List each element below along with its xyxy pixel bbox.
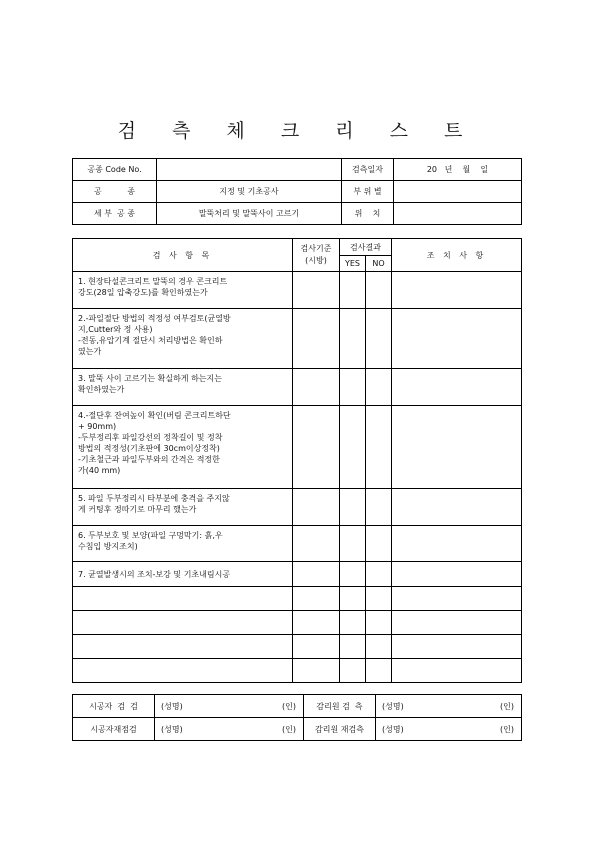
table-row <box>73 272 522 309</box>
action-header: 조 치 사 항 <box>392 239 522 272</box>
signature-table <box>72 694 522 741</box>
header-row-code <box>73 159 522 181</box>
seal-placeholder: (인) <box>282 725 296 734</box>
table-row <box>73 369 522 406</box>
date-value-field[interactable]: 20 년 월 일 <box>394 159 522 181</box>
no-cell[interactable] <box>366 587 392 611</box>
name-placeholder: (성명) <box>161 725 183 734</box>
signature-row-check <box>73 695 522 718</box>
name-placeholder: (성명) <box>161 702 183 711</box>
standard-cell[interactable] <box>293 587 340 611</box>
location-value-field[interactable] <box>394 181 522 203</box>
location-label: 부 위 별 <box>342 181 394 203</box>
items-header: 검 사 항 목 <box>73 239 293 272</box>
yes-cell[interactable] <box>340 635 366 659</box>
action-cell[interactable] <box>392 309 522 369</box>
contractor-recheck-signature-field[interactable] <box>155 718 304 741</box>
check-item-6: 6. 두부보호 및 보양(파일 구멍막기: 흙,우 수침입 방지조치) <box>73 526 293 562</box>
signature-row-recheck <box>73 718 522 741</box>
code-label: 공종 Code No. <box>73 159 157 181</box>
check-item-1: 1. 현장타설콘크리트 말뚝의 경우 콘크리트 강도(28일 압축강도)를 확인하였는가 <box>73 272 293 309</box>
date-label: 검측일자 <box>342 159 394 181</box>
supervisor-recheck-label: 감리원 재검측 <box>304 718 376 741</box>
table-row <box>73 406 522 489</box>
blank-item-cell[interactable] <box>73 587 293 611</box>
table-row <box>73 526 522 562</box>
name-placeholder: (성명) <box>382 702 404 711</box>
supervisor-signature-field[interactable] <box>376 695 522 718</box>
position-label: 위 치 <box>342 203 394 225</box>
check-item-4: 4.-절단후 잔여높이 확인(버림 콘크리트하단 + 90mm) -두부정리후 파일강선의 정착길이 및 정착 방법의 적정성(기초판에 30cm이상정착) -기초철근과 파일두부와의 간격은 적정한 가(40 mm) <box>73 406 293 489</box>
yes-cell[interactable] <box>340 526 366 562</box>
standard-cell[interactable] <box>293 611 340 635</box>
supervisor-recheck-signature-field[interactable] <box>376 718 522 741</box>
action-cell[interactable] <box>392 587 522 611</box>
action-cell[interactable] <box>392 406 522 489</box>
name-placeholder: (성명) <box>382 725 404 734</box>
blank-item-cell[interactable] <box>73 611 293 635</box>
no-cell[interactable] <box>366 406 392 489</box>
table-row <box>73 587 522 611</box>
no-cell[interactable] <box>366 562 392 587</box>
standard-cell[interactable] <box>293 635 340 659</box>
yes-cell[interactable] <box>340 659 366 683</box>
no-cell[interactable] <box>366 489 392 526</box>
no-cell[interactable] <box>366 635 392 659</box>
no-cell[interactable] <box>366 526 392 562</box>
no-header: NO <box>366 256 392 272</box>
action-cell[interactable] <box>392 659 522 683</box>
action-cell[interactable] <box>392 526 522 562</box>
action-cell[interactable] <box>392 272 522 309</box>
check-item-7: 7. 균열발생시의 조치-보강 및 기초내림시공 <box>73 562 293 587</box>
contractor-recheck-label: 시공자재점검 <box>73 718 155 741</box>
check-item-2: 2.-파일절단 방법의 적정성 여부검토(균열방 지,Cutter와 정 사용) -전동,유압기계 절단시 처리방법은 확인하 였는가 <box>73 309 293 369</box>
yes-cell[interactable] <box>340 489 366 526</box>
header-row-trade <box>73 181 522 203</box>
blank-item-cell[interactable] <box>73 635 293 659</box>
no-cell[interactable] <box>366 659 392 683</box>
table-row <box>73 635 522 659</box>
no-cell[interactable] <box>366 272 392 309</box>
standard-cell[interactable] <box>293 272 340 309</box>
page-title: 검 측 체 크 리 스 트 <box>117 120 478 142</box>
subtrade-label: 세 부 공 종 <box>73 203 157 225</box>
header-row-subtrade <box>73 203 522 225</box>
code-value-field[interactable] <box>157 159 342 181</box>
supervisor-check-label: 감리원 검 측 <box>304 695 376 718</box>
seal-placeholder: (인) <box>282 702 296 711</box>
contractor-check-label: 시공자 검 검 <box>73 695 155 718</box>
trade-label: 공 종 <box>73 181 157 203</box>
table-row <box>73 611 522 635</box>
action-cell[interactable] <box>392 611 522 635</box>
table-row <box>73 659 522 683</box>
no-cell[interactable] <box>366 309 392 369</box>
standard-cell[interactable] <box>293 526 340 562</box>
result-header: 검사결과 <box>340 239 392 256</box>
yes-cell[interactable] <box>340 562 366 587</box>
standard-cell[interactable] <box>293 489 340 526</box>
action-cell[interactable] <box>392 369 522 406</box>
table-row <box>73 489 522 526</box>
contractor-signature-field[interactable] <box>155 695 304 718</box>
standard-cell[interactable] <box>293 406 340 489</box>
no-cell[interactable] <box>366 611 392 635</box>
standard-header: 검사기준 (시방) <box>293 239 340 272</box>
yes-cell[interactable] <box>340 406 366 489</box>
table-row <box>73 309 522 369</box>
check-item-5: 5. 파일 두부정리시 타부분에 충격을 주지않 게 커팅후 정따기로 마무리 했는가 <box>73 489 293 526</box>
checklist-table <box>72 238 522 683</box>
yes-header: YES <box>340 256 366 272</box>
action-cell[interactable] <box>392 635 522 659</box>
no-cell[interactable] <box>366 369 392 406</box>
checklist-head-row <box>73 239 522 256</box>
header-table <box>72 158 522 225</box>
action-cell[interactable] <box>392 489 522 526</box>
blank-item-cell[interactable] <box>73 659 293 683</box>
yes-cell[interactable] <box>340 611 366 635</box>
action-cell[interactable] <box>392 562 522 587</box>
standard-cell[interactable] <box>293 659 340 683</box>
yes-cell[interactable] <box>340 309 366 369</box>
seal-placeholder: (인) <box>500 702 514 711</box>
position-value-field[interactable] <box>394 203 522 225</box>
yes-cell[interactable] <box>340 587 366 611</box>
subtrade-value: 말뚝처리 및 말뚝사이 고르기 <box>157 203 342 225</box>
trade-value: 지정 및 기초공사 <box>157 181 342 203</box>
check-item-3: 3. 말뚝 사이 고르기는 확실하게 하는지는 확인하였는가 <box>73 369 293 406</box>
standard-cell[interactable] <box>293 369 340 406</box>
standard-cell[interactable] <box>293 562 340 587</box>
yes-cell[interactable] <box>340 369 366 406</box>
standard-cell[interactable] <box>293 309 340 369</box>
yes-cell[interactable] <box>340 272 366 309</box>
table-row <box>73 562 522 587</box>
seal-placeholder: (인) <box>500 725 514 734</box>
